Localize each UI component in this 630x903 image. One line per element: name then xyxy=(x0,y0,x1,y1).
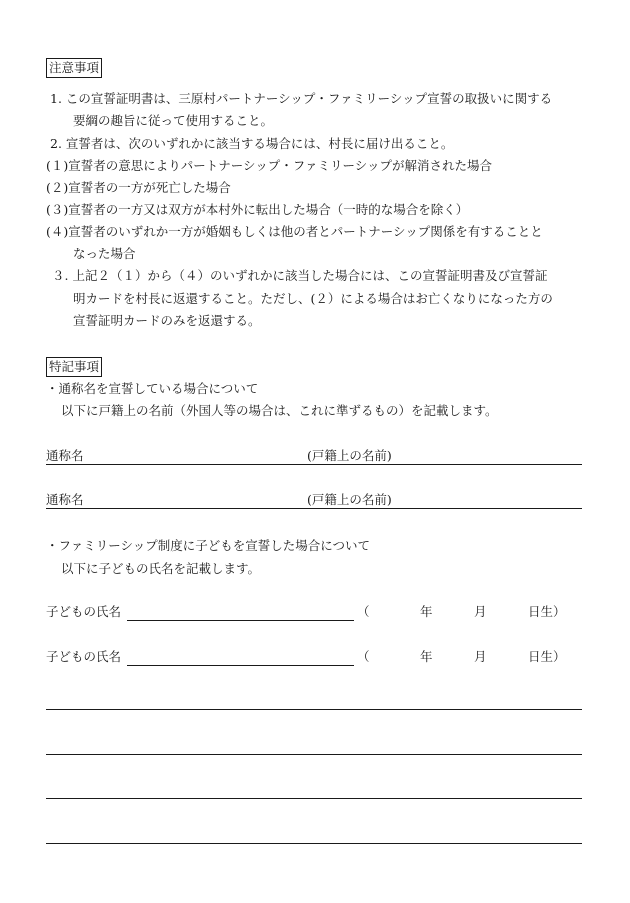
birth-open-paren: （ xyxy=(357,604,370,619)
child-intro-line-1: ・ファミリーシップ制度に子どもを宣誓した場合について xyxy=(46,538,371,553)
birth-open-paren: （ xyxy=(357,649,370,664)
birth-day-label: 日生） xyxy=(528,604,566,619)
alias-name-field[interactable] xyxy=(46,508,582,509)
special-heading: 特記事項 xyxy=(46,357,102,377)
child-name-field[interactable] xyxy=(127,665,354,666)
notice-item-1-line-2: 要綱の趣旨に従って使用すること。 xyxy=(73,113,274,128)
notice-item-3-line-1: ３. 上記２（１）から（４）のいずれかに該当した場合には、この宣誓証明書及び宣誓証 xyxy=(52,268,548,283)
birth-year-label: 年 xyxy=(420,649,433,664)
blank-writing-line[interactable] xyxy=(46,709,582,710)
registry-name-label: (戸籍上の名前) xyxy=(307,492,392,507)
alias-intro-line-1: ・通称名を宣誓している場合について xyxy=(46,381,259,396)
notice-item-1-line-1: 1. この宣誓証明書は、三原村パートナーシップ・ファミリーシップ宣誓の取扱いに関する xyxy=(50,91,553,106)
alias-intro-line-2: 以下に戸籍上の名前（外国人等の場合は、これに準ずるもの）を記載します。 xyxy=(61,403,498,418)
notice-sub-4-line-1: (４)宣誓者のいずれか一方が婚姻もしくは他の者とパートナーシップ関係を有することと xyxy=(46,224,543,239)
notice-item-2-line-1: 2. 宣誓者は、次のいずれかに該当する場合には、村長に届け出ること。 xyxy=(50,136,454,151)
registry-name-label: (戸籍上の名前) xyxy=(307,448,392,463)
blank-writing-line[interactable] xyxy=(46,754,582,755)
notice-item-3-line-3: 宣誓証明カードのみを返還する。 xyxy=(73,313,261,328)
birth-month-label: 月 xyxy=(474,649,487,664)
notice-item-3-line-2: 明カードを村長に返還すること。ただし、(２）による場合はお亡くなりになった方の xyxy=(73,291,553,306)
blank-writing-line[interactable] xyxy=(46,843,582,844)
child-name-label: 子どもの氏名 xyxy=(46,604,122,619)
birth-year-label: 年 xyxy=(420,604,433,619)
notice-sub-4-line-2: なった場合 xyxy=(73,246,136,261)
child-name-field[interactable] xyxy=(127,620,354,621)
alias-name-field[interactable] xyxy=(46,464,582,465)
birth-month-label: 月 xyxy=(474,604,487,619)
alias-name-label: 通称名 xyxy=(46,492,84,507)
child-intro-line-2: 以下に子どもの氏名を記載します。 xyxy=(61,561,261,576)
notice-heading: 注意事項 xyxy=(46,58,102,78)
birth-day-label: 日生） xyxy=(528,649,566,664)
notice-sub-3: (３)宣誓者の一方又は双方が本村外に転出した場合（一時的な場合を除く） xyxy=(46,202,469,217)
blank-writing-line[interactable] xyxy=(46,798,582,799)
notice-sub-2: (２)宣誓者の一方が死亡した場合 xyxy=(46,180,231,195)
notice-sub-1: (１)宣誓者の意思によりパートナーシップ・ファミリーシップが解消された場合 xyxy=(46,158,493,173)
alias-name-label: 通称名 xyxy=(46,448,84,463)
child-name-label: 子どもの氏名 xyxy=(46,649,122,664)
